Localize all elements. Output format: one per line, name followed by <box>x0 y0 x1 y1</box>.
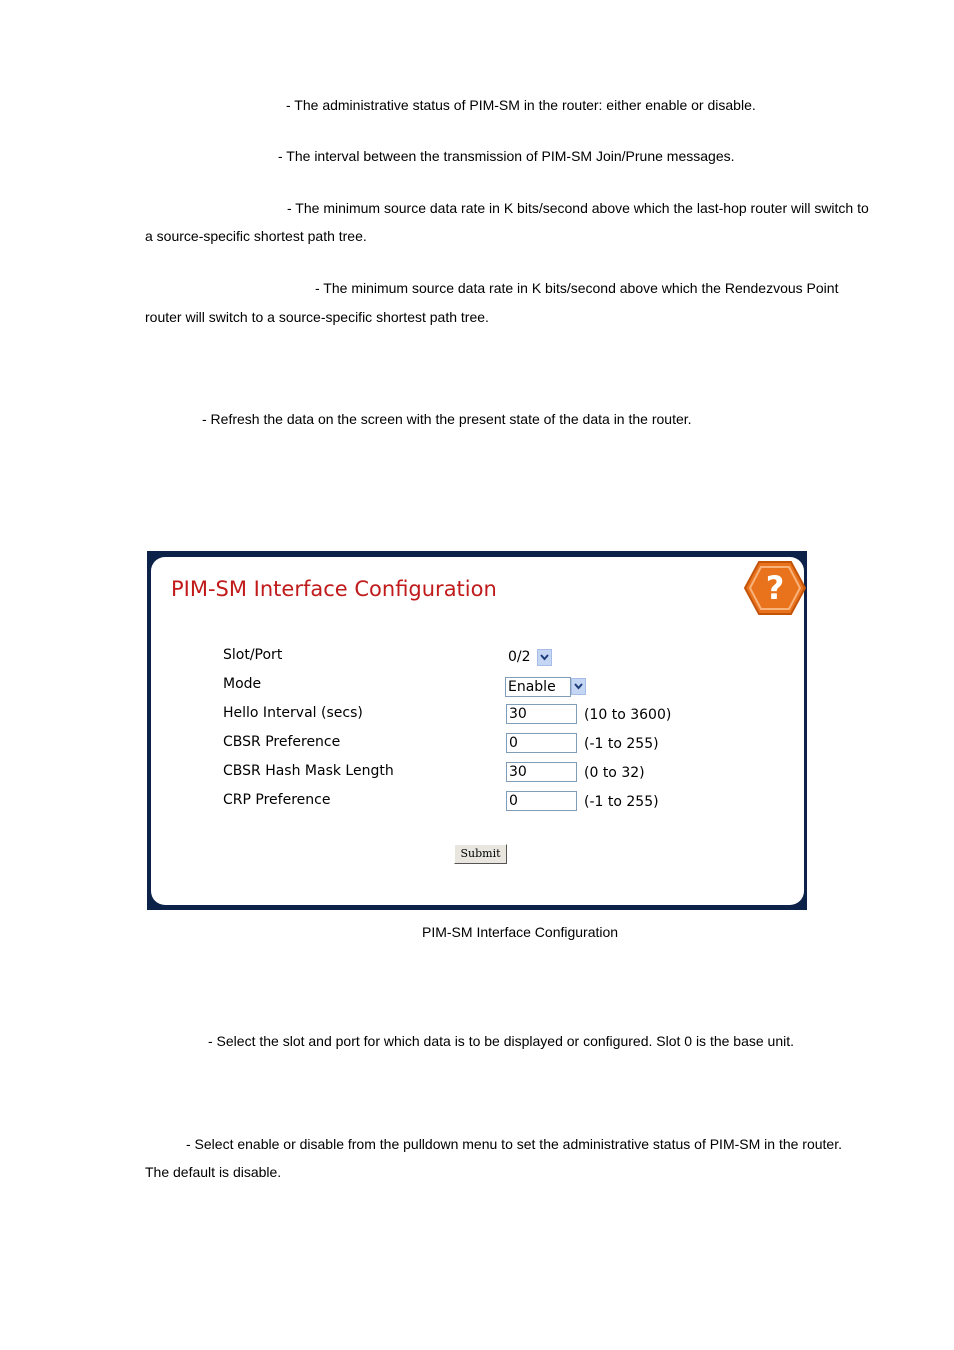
slot-port-dropdown-button[interactable] <box>537 649 552 666</box>
cbsr-hash-mask-length-input[interactable]: 30 <box>506 762 577 782</box>
crp-preference-input[interactable]: 0 <box>506 791 577 811</box>
page-title: PIM-SM Interface Configuration <box>171 577 497 601</box>
mode-dropdown-button[interactable] <box>571 678 586 695</box>
description-rp-threshold-cont: router will switch to a source-specific shortest path tree. <box>145 309 489 325</box>
cbsr-hash-mask-length-label: CBSR Hash Mask Length <box>223 763 394 779</box>
hello-interval-label: Hello Interval (secs) <box>223 705 363 721</box>
description-spt-threshold: - The minimum source data rate in K bits/second above which the last-hop router will switch to <box>287 200 869 216</box>
description-slot-port: - Select the slot and port for which data is to be displayed or configured. Slot 0 is the base unit. <box>208 1033 795 1049</box>
description-spt-threshold-cont: a source-specific shortest path tree. <box>145 228 367 244</box>
hello-interval-input[interactable]: 30 <box>506 704 577 724</box>
description-join-prune-interval: - The interval between the transmission of PIM-SM Join/Prune messages. <box>278 148 735 164</box>
description-mode-default: The default is disable. <box>145 1164 282 1180</box>
description-admin-status: - The administrative status of PIM-SM in the router: either enable or disable. <box>286 97 756 113</box>
chevron-down-icon <box>572 679 585 694</box>
description-rp-threshold: - The minimum source data rate in K bits/second above which the Rendezvous Point <box>315 280 839 296</box>
mode-label: Mode <box>223 676 262 692</box>
svg-text:?: ? <box>765 569 785 607</box>
description-refresh: - Refresh the data on the screen with the present state of the data in the router. <box>202 411 692 427</box>
config-form <box>151 557 804 905</box>
figure-caption: PIM-SM Interface Configuration <box>422 924 619 940</box>
slot-port-label: Slot/Port <box>223 647 283 663</box>
cbsr-hash-mask-length-range: (0 to 32) <box>584 765 645 781</box>
cbsr-preference-label: CBSR Preference <box>223 734 341 750</box>
config-screenshot-panel <box>147 551 807 910</box>
submit-button[interactable]: Submit <box>454 844 507 864</box>
hello-interval-range: (10 to 3600) <box>584 707 672 723</box>
crp-preference-range: (-1 to 255) <box>584 794 659 810</box>
cbsr-preference-range: (-1 to 255) <box>584 736 659 752</box>
crp-preference-label: CRP Preference <box>223 792 331 808</box>
slot-port-select[interactable]: 0/2 <box>508 649 531 665</box>
mode-select[interactable]: Enable <box>505 677 571 697</box>
cbsr-preference-input[interactable]: 0 <box>506 733 577 753</box>
description-mode: - Select enable or disable from the pulldown menu to set the administrative status of PIM-SM in the router. <box>186 1136 842 1152</box>
help-icon[interactable] <box>744 560 806 616</box>
chevron-down-icon <box>538 650 551 665</box>
